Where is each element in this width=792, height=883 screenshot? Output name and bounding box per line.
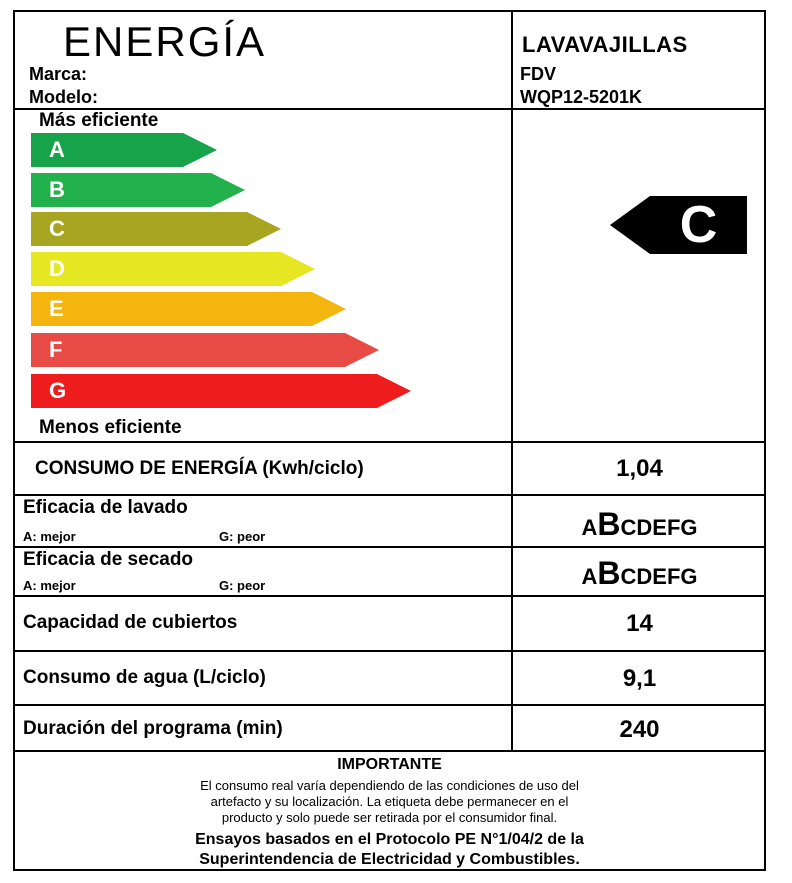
scale-top-label: Más eficiente — [39, 110, 159, 131]
notice-line: producto y solo puede ser retirada por el consumidor final. — [221, 810, 558, 825]
place-settings-value: 14 — [626, 610, 653, 637]
rating-indicator — [610, 196, 747, 254]
class-letter: B — [49, 177, 65, 202]
arrow-body — [31, 374, 377, 408]
scale-letters-before: A — [581, 515, 598, 540]
arrow-body — [31, 333, 345, 367]
label-title: ENERGÍA — [63, 18, 267, 65]
drying-efficiency-scale — [513, 555, 766, 592]
drying-best-note: A: mejor — [23, 578, 76, 593]
arrow-tip — [281, 252, 315, 286]
important-title: IMPORTANTE — [337, 756, 442, 773]
water-consumption-value: 9,1 — [622, 665, 657, 692]
class-letter: G — [49, 378, 67, 403]
rating-letter: C — [679, 196, 718, 254]
row-divider — [15, 546, 764, 548]
scale-selected-letter: B — [597, 506, 621, 542]
drying-efficiency-label: Eficacia de secado — [23, 549, 194, 570]
washing-efficiency-scale — [513, 506, 766, 543]
row-divider — [15, 650, 764, 652]
protocol-line: Ensayos basados en el Protocolo PE N°1/04/2 de la — [195, 831, 584, 848]
washing-efficiency-label: Eficacia de lavado — [23, 497, 188, 518]
arrow-body — [31, 252, 281, 286]
marca-value: FDV — [520, 64, 556, 84]
program-duration-value: 240 — [619, 716, 660, 743]
rating-pointer — [610, 196, 650, 254]
washing-worst-note: G: peor — [219, 529, 266, 544]
energy-consumption-value: 1,04 — [616, 455, 663, 482]
energy-consumption-label: CONSUMO DE ENERGÍA (Kwh/ciclo) — [35, 458, 364, 479]
arrow-tip — [211, 173, 245, 207]
footer-divider — [15, 750, 764, 752]
class-letter: C — [49, 216, 65, 241]
class-letter: D — [49, 256, 65, 281]
class-letter: A — [49, 137, 65, 162]
notice-line: El consumo real varía dependiendo de las condiciones de uso del — [200, 778, 579, 793]
testing-protocol-note — [15, 830, 764, 870]
modelo-value: WQP12-5201K — [520, 87, 643, 107]
scale-bottom-label: Menos eficiente — [39, 417, 182, 438]
place-settings-label: Capacidad de cubiertos — [23, 612, 238, 633]
drying-worst-note: G: peor — [219, 578, 266, 593]
important-notice — [15, 778, 764, 826]
energy-label — [13, 10, 766, 871]
arrow-tip — [377, 374, 411, 408]
row-divider — [15, 494, 764, 496]
scale-letters-after: CDEFG — [620, 515, 698, 540]
marca-label: Marca: — [29, 64, 88, 84]
scale-divider — [15, 441, 764, 443]
scale-letters-before: A — [581, 564, 598, 589]
water-consumption-label: Consumo de agua (L/ciclo) — [23, 667, 266, 688]
program-duration-label: Duración del programa (min) — [23, 718, 283, 739]
arrow-tip — [312, 292, 346, 326]
notice-line: artefacto y su localización. La etiqueta debe permanecer en el — [210, 794, 569, 809]
arrow-body — [31, 292, 312, 326]
washing-best-note: A: mejor — [23, 529, 76, 544]
row-divider — [15, 704, 764, 706]
arrow-tip — [345, 333, 379, 367]
scale-letters-after: CDEFG — [620, 564, 698, 589]
protocol-line: Superintendencia de Electricidad y Combustibles. — [199, 851, 580, 868]
appliance-type: LAVAVAJILLAS — [522, 32, 688, 57]
arrow-tip — [247, 212, 281, 246]
modelo-label: Modelo: — [29, 87, 98, 107]
class-letter: E — [49, 296, 64, 321]
row-divider — [15, 595, 764, 597]
column-divider — [511, 12, 513, 750]
class-letter: F — [49, 337, 63, 362]
scale-selected-letter: B — [597, 555, 621, 591]
arrow-tip — [183, 133, 217, 167]
